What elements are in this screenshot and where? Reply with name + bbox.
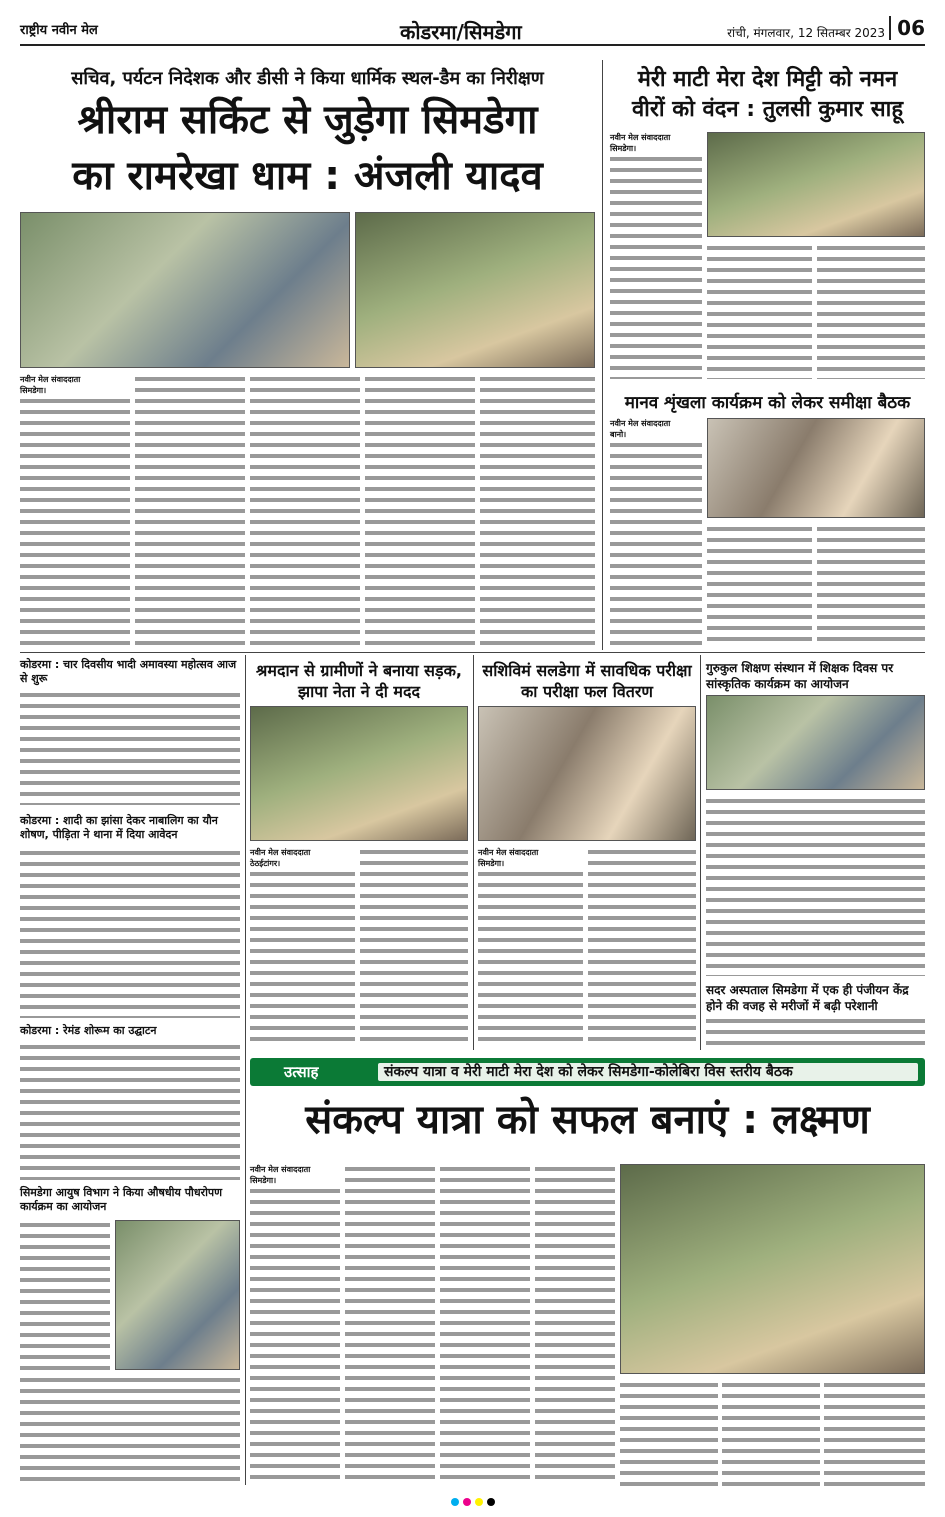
story5-body-col2 [588, 847, 696, 1041]
story5-headline: सशिविमं सलडेगा में सावधिक परीक्षा का परीक्षा फल वितरण [482, 661, 692, 701]
lead-body-col4 [365, 374, 475, 646]
lead-body-col1 [20, 396, 130, 646]
lead-dateline: सिमडेगा। [20, 385, 47, 395]
section-divider [20, 652, 925, 653]
story3-photo [707, 418, 925, 518]
story7-dateline: सिमडेगा। [250, 1175, 277, 1185]
masthead: राष्ट्रीय नवीन मेल [20, 23, 98, 38]
story7-body-col7 [824, 1380, 925, 1486]
column-divider [602, 60, 603, 650]
story4-headline: श्रमदान से ग्रामीणों ने बनाया सड़क, झापा नेता ने दी मदद [256, 661, 462, 701]
story7-byline: नवीन मेल संवाददाता [250, 1164, 311, 1174]
page-header [20, 14, 925, 46]
story6-body [706, 796, 925, 976]
lead-photo-2 [355, 212, 595, 368]
story2-headline-2: वीरों को वंदन : तुलसी कुमार साहू [631, 97, 904, 122]
brief4-headline: सिमडेगा आयुष विभाग ने किया औषधीय पौधरोपण कार्यक्रम का आयोजन [20, 1186, 223, 1213]
brief1-body [20, 690, 240, 805]
story6-headline-2: सदर अस्पताल सिमडेगा में एक ही पंजीयन केंद्र होने की वजह से मरीजों में बढ़ी परेशानी [706, 983, 909, 1013]
story6-headline: गुरुकुल शिक्षण संस्थान में शिक्षक दिवस पर सांस्कृतिक कार्यक्रम का आयोजन [706, 661, 894, 691]
story4-body-col1 [250, 869, 355, 1041]
story3-headline: मानव शृंखला कार्यक्रम को लेकर समीक्षा बैठक [624, 393, 911, 413]
lead-headline-2: का रामरेखा धाम : अंजली यादव [72, 153, 543, 199]
lead-body-col3 [250, 374, 360, 646]
dateline: रांची, मंगलवार, 12 सितम्बर 2023 [727, 26, 885, 40]
lead-body-col2 [135, 374, 245, 646]
story7-body-col1 [250, 1186, 340, 1486]
lead-byline: नवीन मेल संवाददाता [20, 374, 81, 384]
story2-body-col3 [817, 243, 925, 379]
brief4-photo [115, 1220, 240, 1370]
story4-dateline: ठेठईटांगर। [250, 858, 281, 868]
story7-body-col5 [620, 1380, 718, 1486]
black-mark-icon [487, 1498, 495, 1506]
yellow-mark-icon [475, 1498, 483, 1506]
story6-body-2 [706, 1016, 925, 1050]
brief4-body-col1 [20, 1220, 110, 1370]
banner-text: संकल्प यात्रा व मेरी माटी मेरा देश को लेकर सिमडेगा-कोलेबिरा विस स्तरीय बैठक [378, 1063, 918, 1081]
print-registration-marks [20, 1497, 925, 1507]
magenta-mark-icon [463, 1498, 471, 1506]
story2-body-col2 [707, 243, 812, 379]
brief4-body-col2 [20, 1375, 240, 1485]
brief2-body [20, 848, 240, 1018]
story2-byline: नवीन मेल संवाददाता [610, 132, 671, 142]
cyan-mark-icon [451, 1498, 459, 1506]
story2-headline-1: मेरी माटी मेरा देश मिट्टी को नमन [637, 67, 898, 92]
story2-dateline: सिमडेगा। [610, 143, 637, 153]
story3-byline: नवीन मेल संवाददाता [610, 418, 671, 428]
story7-body-col6 [722, 1380, 820, 1486]
column-divider [700, 655, 701, 1050]
lead-kicker: सचिव, पर्यटन निदेशक और डीसी ने किया धार्मिक स्थल-डैम का निरीक्षण [71, 68, 544, 89]
story7-headline: संकल्प यात्रा को सफल बनाएं : लक्ष्मण [305, 1097, 870, 1143]
banner-bar [250, 1058, 925, 1086]
page-number: 06 [889, 16, 925, 40]
story4-photo [250, 706, 468, 841]
story7-photo [620, 1164, 925, 1374]
lead-headline-1: श्रीराम सर्किट से जुड़ेगा सिमडेगा [77, 97, 538, 143]
story5-body-col1 [478, 869, 583, 1041]
story7-body-col3 [440, 1164, 530, 1486]
banner-tag: उत्साह [284, 1063, 319, 1081]
story3-body-col1 [610, 440, 702, 646]
story5-photo [478, 706, 696, 841]
story3-body-col2 [707, 524, 812, 646]
story5-dateline: सिमडेगा। [478, 858, 505, 868]
column-divider [473, 655, 474, 1050]
story7-body-col2 [345, 1164, 435, 1486]
brief3-body [20, 1042, 240, 1180]
story3-dateline: बानो। [610, 429, 627, 439]
brief2-headline: कोडरमा : शादी का झांसा देकर नाबालिग का यौन शोषण, पीड़िता ने थाना में दिया आवेदन [20, 814, 218, 841]
brief3-headline: कोडरमा : रेमंड शोरूम का उद्घाटन [20, 1024, 157, 1037]
lead-body-col5 [480, 374, 595, 646]
page-section-name: कोडरमा/सिमडेगा [400, 20, 522, 44]
story2-body-col1 [610, 154, 702, 379]
story6-photo [706, 695, 925, 790]
story2-photo [707, 132, 925, 237]
brief1-headline: कोडरमा : चार दिवसीय भादी अमावस्या महोत्सव आज से शुरू [20, 658, 237, 685]
story4-byline: नवीन मेल संवाददाता [250, 847, 311, 857]
story3-body-col3 [817, 524, 925, 646]
story7-body-col4 [535, 1164, 615, 1486]
column-divider [245, 655, 246, 1485]
story4-body-col2 [360, 847, 468, 1041]
story5-byline: नवीन मेल संवाददाता [478, 847, 539, 857]
lead-photo-1 [20, 212, 350, 368]
